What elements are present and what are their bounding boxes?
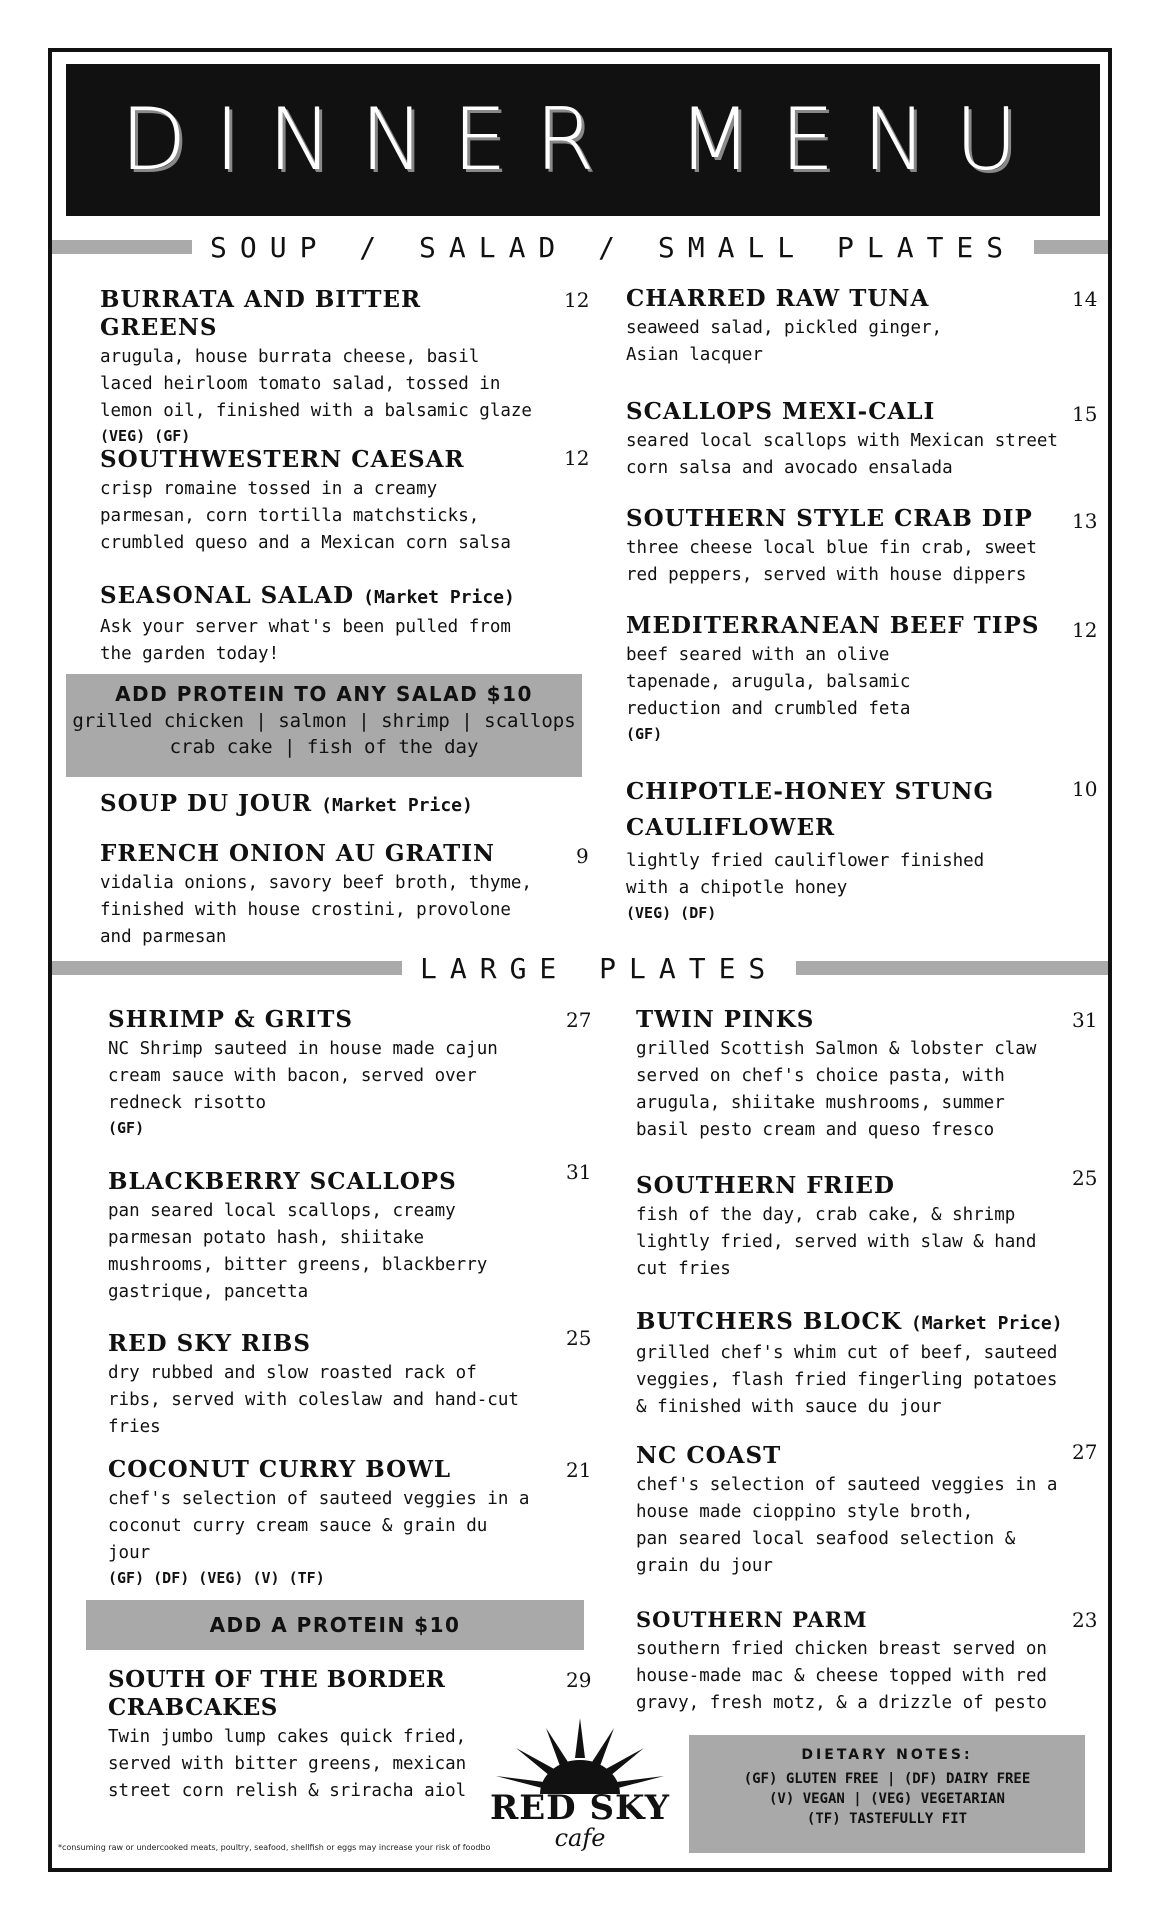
- desc-line: Ask your server what's been pulled from: [100, 617, 511, 637]
- item-price: 29: [566, 1668, 592, 1692]
- item-price: 9: [576, 844, 589, 868]
- item-price: 10: [1072, 777, 1098, 801]
- desc-line: fries: [108, 1417, 161, 1437]
- desc-line: fish of the day, crab cake, & shrimp: [636, 1205, 1016, 1225]
- item-desc: [636, 1340, 1076, 1421]
- item-name: SOUTHERN PARM: [636, 1607, 868, 1632]
- dietary-heading: DIETARY NOTES:: [801, 1747, 973, 1763]
- desc-line: Asian lacquer: [626, 345, 763, 365]
- item-name: NC COAST: [636, 1442, 782, 1469]
- menu-item-twin-pinks: [636, 1006, 1066, 1144]
- item-name: COCONUT CURRY BOWL: [108, 1456, 452, 1483]
- red-sky-cafe-logo: [486, 1718, 674, 1858]
- item-name: CHARRED RAW TUNA: [626, 285, 930, 312]
- add-protein-title: ADD PROTEIN TO ANY SALAD $10: [115, 682, 533, 706]
- item-price: 25: [566, 1326, 592, 1350]
- item-name: BLACKBERRY SCALLOPS: [108, 1168, 457, 1195]
- desc-line: & finished with sauce du jour: [636, 1397, 942, 1417]
- item-tags: (GF): [108, 1119, 145, 1137]
- desc-line: finished with house crostini, provolone: [100, 900, 511, 920]
- menu-item-seasonal-salad: [100, 582, 560, 668]
- desc-line: beef seared with an olive: [626, 645, 890, 665]
- desc-line: lightly fried cauliflower finished: [626, 851, 985, 871]
- desc-line: redneck risotto: [108, 1093, 267, 1113]
- desc-line: crisp romaine tossed in a creamy: [100, 479, 438, 499]
- desc-line: pan seared local seafood selection &: [636, 1529, 1016, 1549]
- item-price: 31: [1072, 1008, 1098, 1032]
- item-desc: [636, 1472, 1066, 1580]
- section-title-small: SOUP / SALAD / SMALL PLATES: [210, 230, 1017, 264]
- desc-line: gastrique, pancetta: [108, 1282, 309, 1302]
- desc-line: vidalia onions, savory beef broth, thyme,: [100, 873, 532, 893]
- item-price: 15: [1072, 402, 1098, 426]
- menu-item-nc-coast: [636, 1442, 1066, 1580]
- add-protein-bowl-box: [86, 1600, 584, 1650]
- menu-item-scallops-mexi-cali: [626, 398, 1066, 482]
- desc-line: cream sauce with bacon, served over: [108, 1066, 477, 1086]
- section-title-large: LARGE PLATES: [420, 951, 779, 985]
- desc-line: gravy, fresh motz, & a drizzle of pesto: [636, 1693, 1047, 1713]
- protein-options-line: grilled chicken | salmon | shrimp | scallops: [72, 710, 576, 732]
- desc-line: with a chipotle honey: [626, 878, 848, 898]
- menu-item-french-onion: [100, 840, 540, 951]
- item-name-text: BUTCHERS BLOCK: [636, 1308, 902, 1335]
- menu-item-charred-raw-tuna: [626, 285, 1066, 369]
- desc-line: cut fries: [636, 1259, 731, 1279]
- desc-line: house-made mac & cheese topped with red: [636, 1666, 1047, 1686]
- desc-line: served with bitter greens, mexican: [108, 1754, 467, 1774]
- desc-line: southern fried chicken breast served on: [636, 1639, 1047, 1659]
- desc-line: chef's selection of sauteed veggies in a: [108, 1489, 530, 1509]
- menu-item-cauliflower: [626, 774, 1046, 924]
- desc-line: coconut curry cream sauce & grain du: [108, 1516, 488, 1536]
- item-desc: [100, 344, 540, 425]
- item-desc: [100, 476, 540, 557]
- item-desc: [626, 535, 1066, 589]
- menu-item-southern-fried: [636, 1172, 1066, 1283]
- item-price: 12: [564, 288, 590, 312]
- logo-name: RED SKY: [490, 1788, 670, 1828]
- market-price: (Market Price): [910, 1313, 1063, 1334]
- item-price: 31: [566, 1160, 592, 1184]
- item-price: 21: [566, 1458, 592, 1482]
- sun-icon: [486, 1718, 674, 1798]
- item-name: [100, 790, 560, 820]
- menu-item-coconut-curry-bowl: [108, 1456, 548, 1589]
- item-name: SOUTH OF THE BORDER CRABCAKES: [108, 1666, 446, 1721]
- item-desc: [100, 614, 560, 668]
- item-desc: [636, 1202, 1066, 1283]
- item-name: RED SKY RIBS: [108, 1330, 311, 1357]
- desc-line: seaweed salad, pickled ginger,: [626, 318, 943, 338]
- desc-line: arugula, house burrata cheese, basil: [100, 347, 480, 367]
- desc-line: grilled Scottish Salmon & lobster claw: [636, 1039, 1037, 1059]
- header-bar-right: [796, 961, 1108, 975]
- desc-line: served on chef's choice pasta, with: [636, 1066, 1005, 1086]
- market-price: (Market Price): [321, 795, 473, 816]
- menu-item-southern-parm: [636, 1606, 1076, 1717]
- menu-item-beef-tips: [626, 612, 1066, 745]
- desc-line: jour: [108, 1543, 151, 1563]
- menu-item-southwestern-caesar: [100, 446, 540, 557]
- desc-line: seared local scallops with Mexican street: [626, 431, 1058, 451]
- item-name: SOUTHERN STYLE CRAB DIP: [626, 505, 1033, 532]
- item-name: MEDITERRANEAN BEEF TIPS: [626, 612, 1040, 639]
- desc-line: dry rubbed and slow roasted rack of: [108, 1363, 477, 1383]
- item-name: SOUTHWESTERN CAESAR: [100, 446, 465, 473]
- desc-line: mushrooms, bitter greens, blackberry: [108, 1255, 488, 1275]
- item-name: SOUTHERN FRIED: [636, 1172, 895, 1199]
- section-header-small-plates: [52, 229, 1108, 265]
- item-desc: [108, 1036, 548, 1117]
- consumption-warning: *consuming raw or undercooked meats, poultry, seafood, shellfish or eggs may increase your risk of foodbo: [58, 1843, 491, 1852]
- item-price: 13: [1072, 509, 1098, 533]
- menu-item-butchers-block: [636, 1308, 1076, 1421]
- desc-line: ribs, served with coleslaw and hand-cut: [108, 1390, 519, 1410]
- add-protein-salad-box: [66, 674, 582, 777]
- item-desc: [626, 848, 1046, 902]
- item-desc: [636, 1636, 1076, 1717]
- desc-line: lightly fried, served with slaw & hand: [636, 1232, 1037, 1252]
- item-name: [636, 1308, 1076, 1338]
- item-name: SCALLOPS MEXI-CALI: [626, 398, 936, 425]
- item-price: 27: [1072, 1440, 1098, 1464]
- dietary-line: (GF) GLUTEN FREE | (DF) DAIRY FREE: [743, 1771, 1031, 1787]
- menu-item-red-sky-ribs: [108, 1330, 548, 1441]
- market-price: (Market Price): [363, 587, 515, 608]
- desc-line: grilled chef's whim cut of beef, sauteed: [636, 1343, 1058, 1363]
- protein-options-line: crab cake | fish of the day: [169, 736, 479, 758]
- desc-line: grain du jour: [636, 1556, 773, 1576]
- desc-line: parmesan potato hash, shiitake: [108, 1228, 425, 1248]
- desc-line: reduction and crumbled feta: [626, 699, 911, 719]
- logo-script: cafe: [554, 1824, 606, 1852]
- item-name: [100, 582, 560, 612]
- item-name: FRENCH ONION AU GRATIN: [100, 840, 496, 867]
- title-banner: [66, 64, 1100, 216]
- desc-line: crumbled queso and a Mexican corn salsa: [100, 533, 511, 553]
- item-name: TWIN PINKS: [636, 1006, 815, 1033]
- desc-line: three cheese local blue fin crab, sweet: [626, 538, 1037, 558]
- menu-item-blackberry-scallops: [108, 1168, 548, 1306]
- header-bar-left: [52, 961, 402, 975]
- menu-item-soup-du-jour: [100, 790, 560, 820]
- item-tags: (VEG) (DF): [626, 904, 717, 922]
- item-name-text: SEASONAL SALAD: [100, 582, 355, 609]
- desc-line: and parmesan: [100, 927, 227, 947]
- menu-title: DINNER MENU: [120, 90, 1046, 190]
- section-header-large-plates: [52, 950, 1108, 986]
- desc-line: red peppers, served with house dippers: [626, 565, 1027, 585]
- item-desc: [108, 1486, 548, 1567]
- item-price: 12: [564, 446, 590, 470]
- item-name: SHRIMP & GRITS: [108, 1006, 353, 1033]
- item-desc: [100, 870, 540, 951]
- desc-line: arugula, shiitake mushrooms, summer: [636, 1093, 1005, 1113]
- desc-line: veggies, flash fried fingerling potatoes: [636, 1370, 1058, 1390]
- desc-line: pan seared local scallops, creamy: [108, 1201, 456, 1221]
- item-price: 25: [1072, 1166, 1098, 1190]
- item-desc: [636, 1036, 1066, 1144]
- dietary-line: (V) VEGAN | (VEG) VEGETARIAN: [768, 1791, 1005, 1807]
- item-desc: [626, 642, 1066, 723]
- item-tags: (VEG) (GF): [100, 427, 191, 445]
- desc-line: tapenade, arugula, balsamic: [626, 672, 911, 692]
- item-name: CHIPOTLE-HONEY STUNG CAULIFLOWER: [626, 778, 995, 841]
- desc-line: lemon oil, finished with a balsamic glaze: [100, 401, 532, 421]
- item-desc: [108, 1360, 548, 1441]
- desc-line: laced heirloom tomato salad, tossed in: [100, 374, 501, 394]
- item-tags: (GF) (DF) (VEG) (V) (TF): [108, 1569, 325, 1587]
- dietary-line: (TF) TASTEFULLY FIT: [806, 1811, 968, 1827]
- item-tags: (GF): [626, 725, 663, 743]
- menu-item-crab-dip: [626, 505, 1066, 589]
- item-desc: [626, 428, 1066, 482]
- header-bar-right: [1034, 240, 1108, 254]
- menu-item-burrata: [100, 286, 540, 447]
- item-price: 23: [1072, 1608, 1098, 1632]
- desc-line: house made cioppino style broth,: [636, 1502, 974, 1522]
- item-name: BURRATA AND BITTER GREENS: [100, 286, 422, 341]
- header-bar-left: [52, 240, 192, 254]
- item-desc: [108, 1198, 548, 1306]
- desc-line: basil pesto cream and queso fresco: [636, 1120, 995, 1140]
- desc-line: street corn relish & sriracha aiol: [108, 1781, 467, 1801]
- desc-line: Twin jumbo lump cakes quick fried,: [108, 1727, 467, 1747]
- add-protein-title: ADD A PROTEIN $10: [209, 1613, 461, 1637]
- item-price: 14: [1072, 287, 1098, 311]
- desc-line: chef's selection of sauteed veggies in a: [636, 1475, 1058, 1495]
- desc-line: parmesan, corn tortilla matchsticks,: [100, 506, 480, 526]
- desc-line: NC Shrimp sauteed in house made cajun: [108, 1039, 498, 1059]
- item-price: 12: [1072, 618, 1098, 642]
- menu-item-shrimp-grits: [108, 1006, 548, 1139]
- item-name-text: SOUP DU JOUR: [100, 790, 313, 817]
- desc-line: the garden today!: [100, 644, 280, 664]
- item-price: 27: [566, 1008, 592, 1032]
- desc-line: corn salsa and avocado ensalada: [626, 458, 953, 478]
- item-desc: [626, 315, 1066, 369]
- dietary-notes-box: [689, 1735, 1085, 1853]
